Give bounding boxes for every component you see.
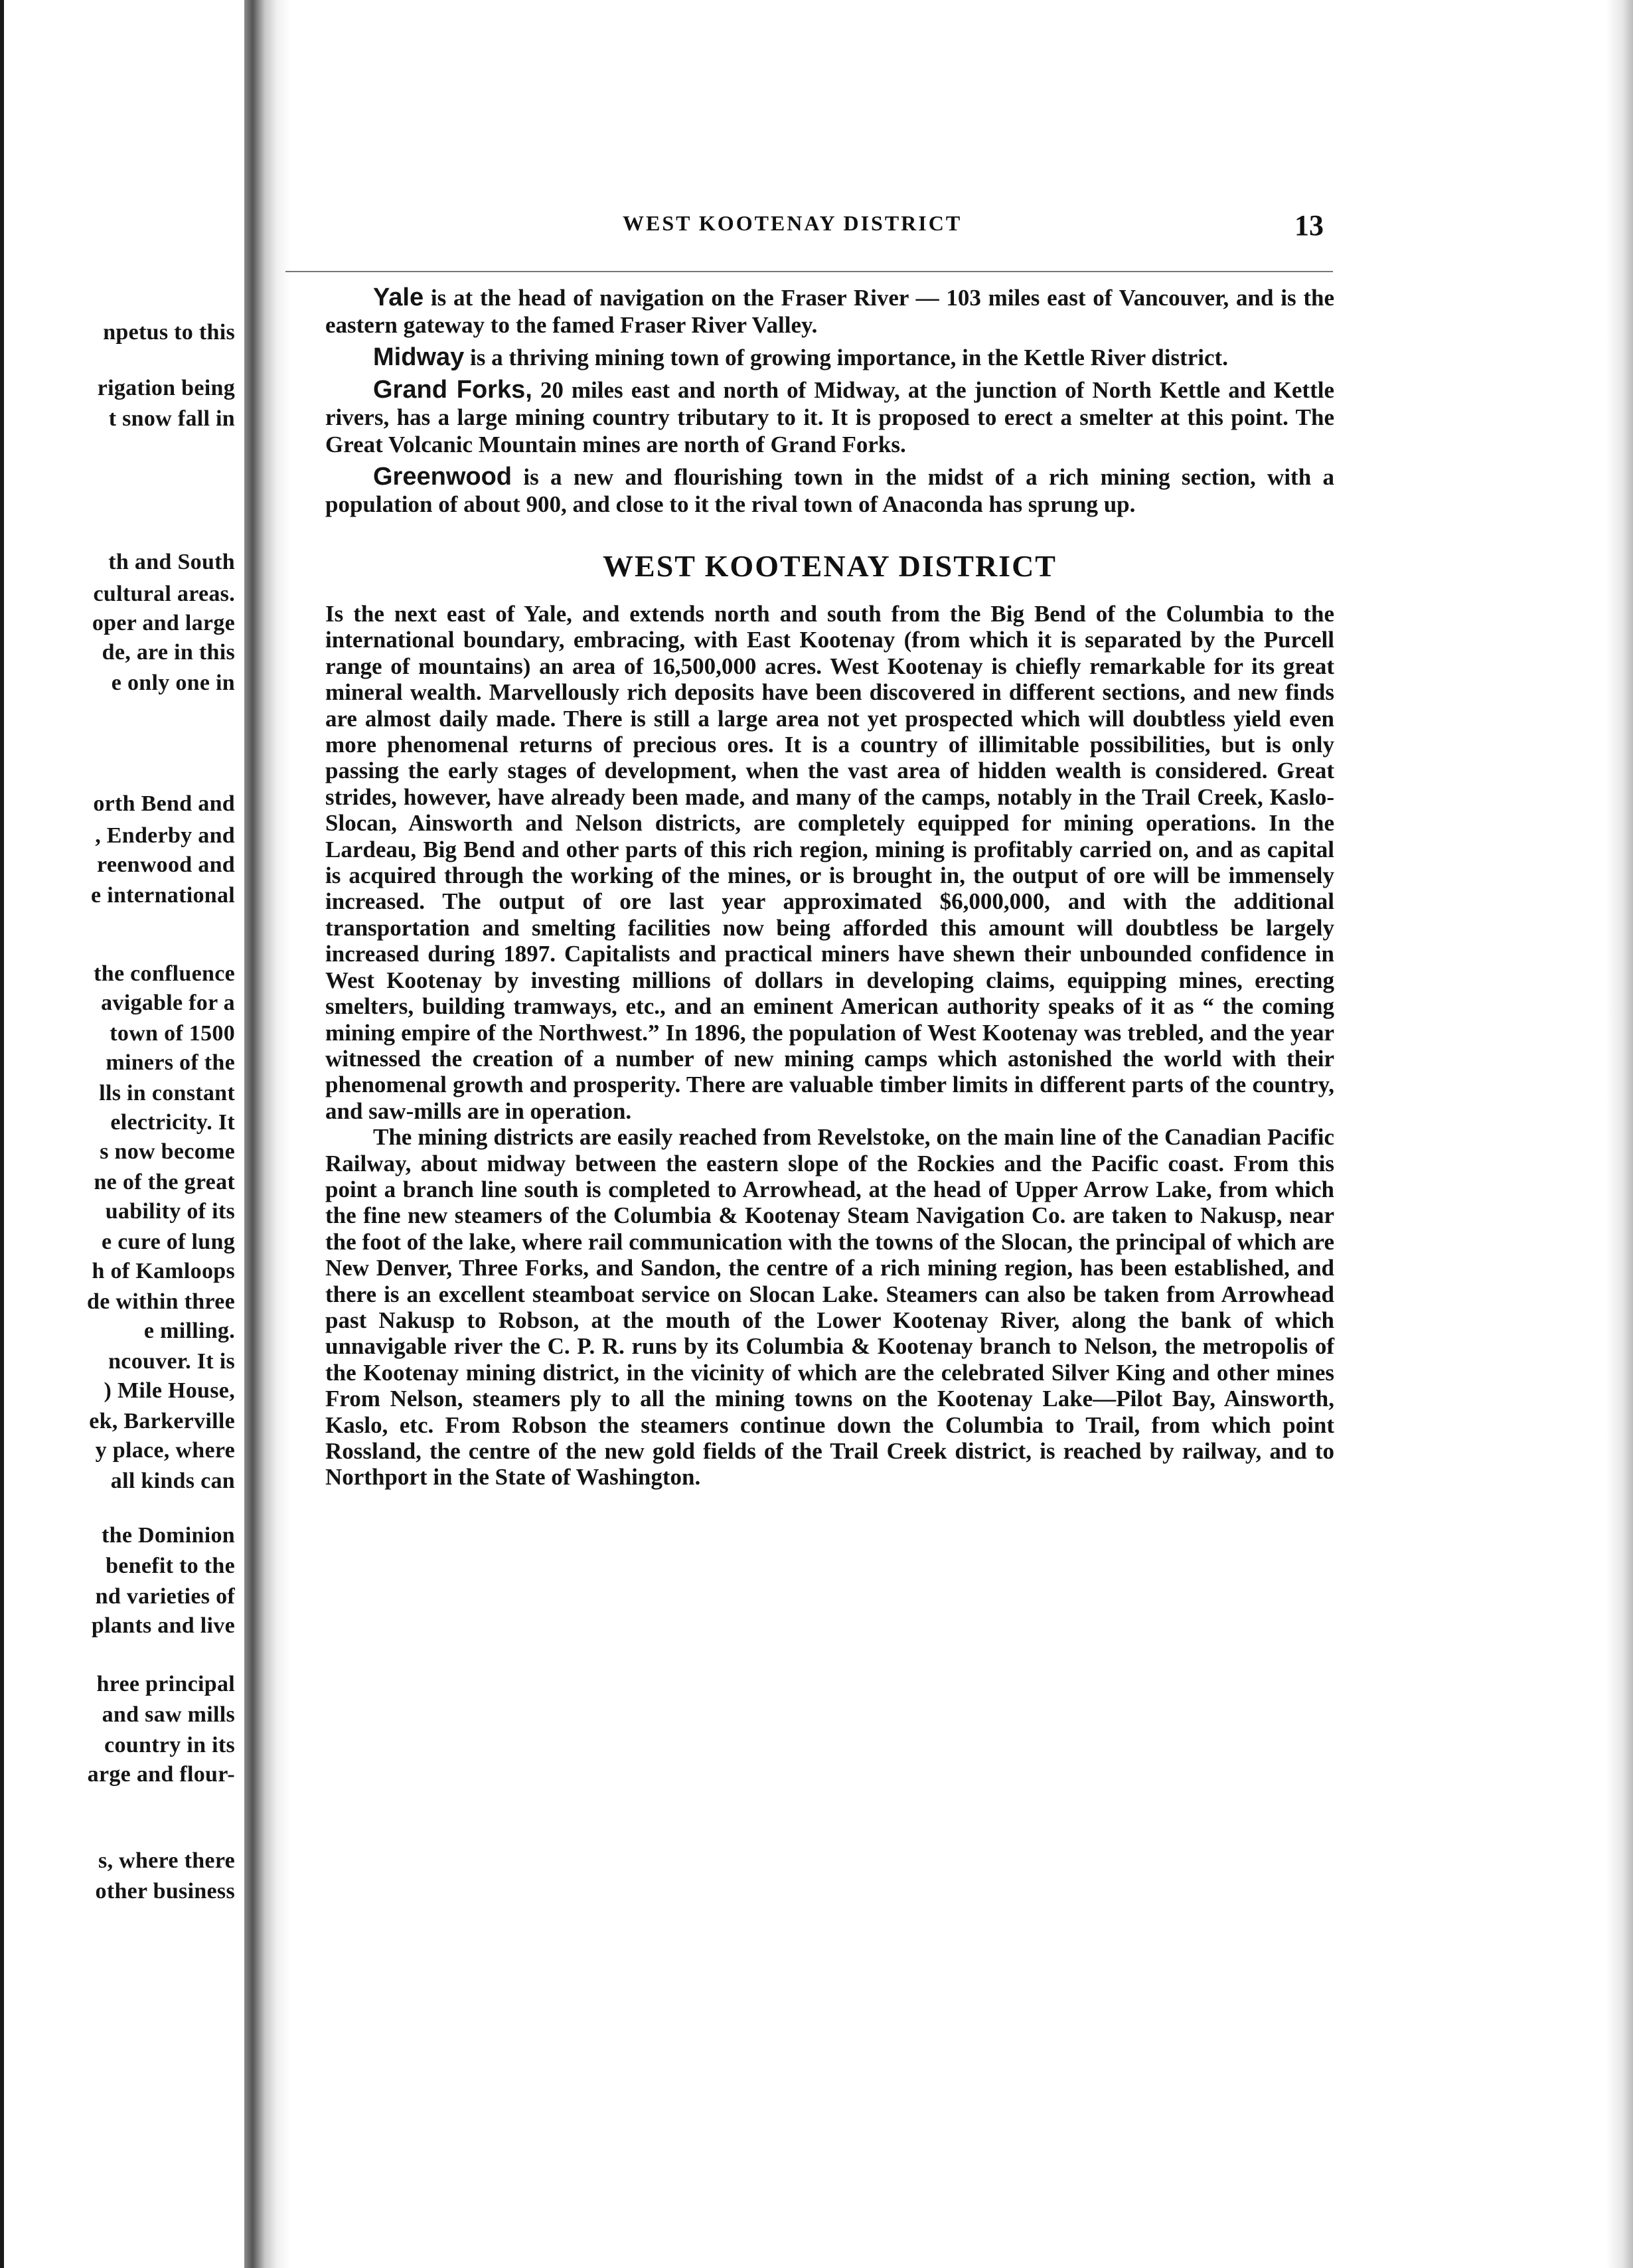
facing-page-line: ne of the great bbox=[94, 1170, 235, 1194]
facing-page-line: npetus to this bbox=[103, 320, 235, 345]
paragraph-text: is a new and flourishing town in the midst of a rich mining section, with a population of about 900, and close to it the rival town of Anaconda has sprung up. bbox=[325, 464, 1335, 517]
section-paragraph: Is the next east of Yale, and extends north and south from the Big Bend of the Columbia to the international boundary, embracing, with East Kootenay (from which it is separated by the Purcell range of mountains) an area of 16,500,000 acres. West Kootenay is chiefly remarkable for its great mineral wealth. Marvellously rich deposits have been discovered in different sections, and new finds are almost daily made. There is still a large area not yet prospected which will doubtless yield even more phenomenal returns of precious ores. It is a country of illimitable possibilities, but is only passing the early stages of development, when the vast area of hidden wealth is considered. Great strides, however, have already been made, and many of the camps, notably in the Trail Creek, Kaslo-Slocan, Ainsworth and Nelson districts, are completely equipped for mining operations. In the Lardeau, Big Bend and other parts of this rich region, mining is profitably carried on, and as capital is acquired through the working of the mines, or is brought in, the output of ore will be immensely increased. The output of ore last year approximated $6,000,000, and with the additional transportation and smelting facilities now being afforded this amount will doubtless be largely increased during 1897. Capitalists and practical miners have shewn their unbounded confidence in West Kootenay by investing millions of dollars in developing claims, equipping mines, erecting smelters, building tramways, etc., and an eminent American authority speaks of it as “ the coming mining empire of the Northwest.” In 1896, the population of West Kootenay was trebled, and the year witnessed the creation of a number of new mining camps which astonished the world with their phenomenal growth and prosperity. There are valuable timber limits in different parts of the country, and saw-mills are in operation. bbox=[325, 601, 1334, 1124]
book-gutter bbox=[244, 0, 291, 2268]
paragraph-text: is a thriving mining town of growing importance, in the Kettle River district. bbox=[470, 345, 1228, 370]
facing-page-line: e milling. bbox=[143, 1319, 235, 1343]
page-body bbox=[325, 284, 1334, 1491]
facing-page-line: hree principal bbox=[96, 1672, 235, 1696]
facing-page-fragment bbox=[0, 0, 239, 2268]
facing-page-line: the confluence bbox=[94, 961, 235, 986]
paragraph-text: is at the head of navigation on the Fraser River — 103 miles east of Vancouver, and is the eastern gateway to the famed Fraser River Valley. bbox=[325, 285, 1335, 338]
facing-page-line: all kinds can bbox=[110, 1469, 235, 1493]
facing-page-line: miners of the bbox=[106, 1050, 235, 1075]
header-rule bbox=[285, 271, 1333, 272]
facing-page-line: plants and live bbox=[91, 1613, 235, 1638]
facing-page-line: , Enderby and bbox=[95, 823, 235, 848]
facing-page-line: reenwood and bbox=[97, 852, 235, 877]
facing-page-line: t snow fall in bbox=[108, 406, 235, 431]
intro-paragraph-midway bbox=[325, 344, 1334, 371]
facing-page-line: benefit to the bbox=[106, 1554, 235, 1578]
facing-page-line: oper and large bbox=[92, 611, 235, 635]
facing-page-line: uability of its bbox=[105, 1199, 235, 1224]
section-title: WEST KOOTENAY DISTRICT bbox=[603, 549, 1057, 583]
place-name: Grand Forks, bbox=[373, 376, 532, 404]
facing-page-line: y place, where bbox=[95, 1438, 235, 1463]
facing-page-line: avigable for a bbox=[101, 991, 235, 1015]
facing-page-line: and saw mills bbox=[102, 1702, 235, 1727]
facing-page-line: lls in constant bbox=[99, 1081, 235, 1105]
place-name: Greenwood bbox=[373, 463, 512, 491]
facing-page-line: de within three bbox=[87, 1289, 235, 1314]
intro-paragraph-yale bbox=[325, 284, 1334, 339]
facing-page-line: country in its bbox=[104, 1733, 235, 1757]
facing-page-line: nd varieties of bbox=[95, 1584, 235, 1609]
facing-page-line: arge and flour- bbox=[87, 1762, 235, 1787]
facing-page-line: de, are in this bbox=[102, 640, 235, 665]
running-head: WEST KOOTENAY DISTRICT bbox=[623, 211, 963, 235]
facing-page-line: e cure of lung bbox=[102, 1230, 235, 1254]
place-name: Yale bbox=[373, 284, 424, 311]
intro-paragraph-greenwood bbox=[325, 463, 1334, 518]
section-paragraph: The mining districts are easily reached from Revelstoke, on the main line of the Canadian Pacific Railway, about midway between the eastern slope of the Rockies and the Pacific coast. From this point a branch line south is completed to Arrowhead, at the head of Upper Arrow Lake, from which the fine new steamers of the Columbia & Kootenay Steam Navigation Co. are taken to Nakusp, near the foot of the lake, where rail communication with the towns of the Slocan, the principal of which are New Denver, Three Forks, and Sandon, the centre of a rich mining region, has been established, and there is an excellent steamboat service on Slocan Lake. Steamers can also be taken from Arrowhead past Nakusp to Robson, at the mouth of the Lower Kootenay River, along the bank of which unnavigable river the C. P. R. runs by its Columbia & Kootenay branch to Nelson, the metropolis of the Kootenay mining district, in the vicinity of which are the celebrated Silver King and other mines From Nelson, steamers ply to all the mining towns on the Kootenay Lake—Pilot Bay, Ainsworth, Kaslo, etc. From Robson the steamers continue down the Columbia to Trail, from which point Rossland, the centre of the new gold fields of the Trail Creek district, is reached by railway, and to Northport in the State of Washington. bbox=[325, 1124, 1334, 1491]
facing-page-line: h of Kamloops bbox=[92, 1259, 235, 1283]
facing-page-line: other business bbox=[95, 1879, 235, 1903]
facing-page-line: e only one in bbox=[111, 671, 235, 695]
facing-page-line: ) Mile House, bbox=[104, 1378, 235, 1403]
facing-page-line: ncouver. It is bbox=[108, 1349, 235, 1374]
facing-page-line: th and South bbox=[108, 550, 235, 574]
facing-page-line: town of 1500 bbox=[110, 1021, 235, 1046]
facing-page-line: ek, Barkerville bbox=[89, 1409, 235, 1433]
paragraph-text: 20 miles east and north of Midway, at the junction of North Kettle and Kettle rivers, has a large mining country tributary to it. It is proposed to erect a smelter at this point. The Great Volcanic Mountain mines are north of Grand Forks. bbox=[325, 377, 1335, 457]
place-name: Midway bbox=[373, 343, 465, 371]
facing-page-line: e international bbox=[91, 883, 235, 908]
facing-page-line: rigation being bbox=[97, 376, 235, 400]
facing-page-line: s, where there bbox=[98, 1848, 235, 1873]
facing-page-line: the Dominion bbox=[101, 1523, 235, 1548]
facing-page-line: electricity. It bbox=[110, 1110, 235, 1135]
intro-paragraph-grand-forks bbox=[325, 376, 1334, 458]
facing-page-line: s now become bbox=[100, 1139, 235, 1164]
facing-page-line: cultural areas. bbox=[93, 582, 235, 606]
page-number: 13 bbox=[1294, 209, 1324, 242]
right-edge-shadow bbox=[1606, 0, 1633, 2268]
facing-page-line: orth Bend and bbox=[93, 791, 235, 816]
